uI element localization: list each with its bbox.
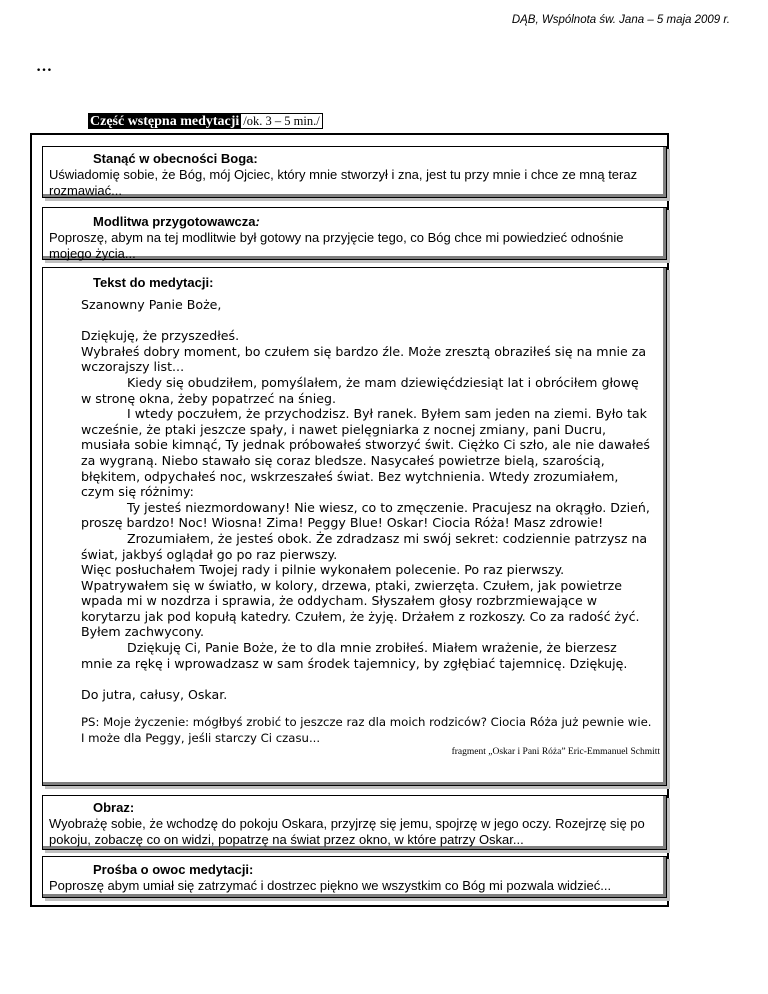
letter-greeting: Szanowny Panie Boże, [81, 297, 222, 312]
letter-paragraph: Dziękuję Ci, Panie Boże, że to dla mnie zrobiłeś. Miałem wrażenie, że bierzesz mnie za rękę i wprowadzasz w sam środek tajemnicy, by zgłębiać tajemnicę. Dziękuję. [81, 640, 628, 671]
fruit-heading: Prośba o owoc medytacji: [93, 862, 254, 877]
presence-box [42, 146, 667, 198]
prayer-box [42, 207, 667, 260]
image-text: Wyobrażę sobie, że wchodzę do pokoju Oskara, przyjrzę się jemu, spojrzę w jego oczy. Rozejrzę się po pokoju, zobaczę co on widzi, popatrzę na świat przez okno, w które patrzy Oskar... [49, 816, 645, 847]
prayer-heading-label: Modlitwa przygotowawcza [93, 214, 256, 229]
meditation-heading: Tekst do medytacji: [93, 275, 214, 290]
fruit-text: Poproszę abym umiał się zatrzymać i dostrzec piękno we wszystkim co Bóg mi pozwala widzieć... [49, 878, 612, 893]
presence-heading: Stanąć w obecności Boga: [93, 151, 258, 166]
ellipsis-mark: … [36, 58, 53, 75]
fruit-box [42, 856, 667, 898]
letter-postscript: PS: Moje życzenie: mógłbyś zrobić to jeszcze raz dla moich rodziców? Ciocia Róża już pewnie wie. I może dla Peggy, jeśli starczy Ci czasu... [81, 715, 652, 746]
document-header: DĄB, Wspólnota św. Jana – 5 maja 2009 r. [511, 14, 730, 26]
meditation-letter [43, 297, 666, 702]
letter-paragraph: Kiedy się obudziłem, pomyślałem, że mam dziewięćdziesiąt lat i obróciłem głowę w stronę okna, żeby popatrzeć na śnieg. [81, 374, 639, 406]
presence-text: Uświadomię sobie, że Bóg, mój Ojciec, który mnie stworzył i zna, jest tu przy mnie i chce ze mną teraz rozmawiać... [49, 167, 638, 198]
prayer-heading [43, 214, 666, 230]
image-heading: Obraz: [93, 800, 135, 815]
letter-paragraph: Więc posłuchałem Twojej rady i pilnie wykonałem polecenie. Po raz pierwszy. Wpatrywałem się w światło, w kolory, drzewa, ptaki, zwierzęta. Czułem, jak powietrze wpada mi w nozdrza i sprawia, że oddycham. Słyszałem głosy rozbrzmiewające w korytarzu jak pod kopułą katedry. Czułem, że żyję. Drżałem z rozkoszy. Co za radość żyć. Byłem zachwycony. [81, 562, 640, 640]
meditation-box [42, 267, 667, 786]
section-title-main: Część wstępna medytacji [90, 114, 240, 129]
image-box [42, 795, 667, 850]
letter-paragraph: Dziękuję, że przyszedłeś. Wybrałeś dobry moment, bo czułem się bardzo źle. Może zresztą obraziłeś się na mnie za wczorajszy list... [81, 328, 647, 375]
letter-paragraph: Zrozumiałem, że jesteś obok. Że zdradzasz mi swój sekret: codziennie patrzysz na świat, jakbyś oglądał go po raz pierwszy. [81, 530, 648, 562]
prayer-heading-colon: : [255, 214, 260, 229]
letter-paragraph: Ty jesteś niezmordowany! Nie wiesz, co to zmęczenie. Pracujesz na okrągło. Dzień, proszę bardzo! Noc! Wiosna! Zima! Peggy Blue! Oskar! Ciocia Róża! Masz zdrowie! [81, 499, 650, 531]
section-title-time: /ok. 3 – 5 min./ [241, 113, 322, 129]
source-citation: fragment „Oskar i Pani Róża” Eric-Emmanuel Schmitt [451, 747, 660, 758]
letter-closing: Do jutra, całusy, Oskar. [81, 686, 228, 702]
section-title [88, 114, 323, 130]
prayer-text: Poproszę, abym na tej modlitwie był gotowy na przyjęcie tego, co Bóg chce mi powiedzieć odnośnie mojego życia... [49, 230, 624, 261]
letter-paragraph: I wtedy poczułem, że przychodzisz. Był ranek. Byłem sam jeden na ziemi. Było tak wcześnie, że ptaki jeszcze spały, i nawet pielęgniarka z nocnej zmiany, pani Ducru, musiała sobie kimnąć, Ty jednak próbowałeś stworzyć świt. Ciężko Ci szło, ale nie dawałeś za wygraną. Niebo stawało się coraz bledsze. Nasycałeś powietrze bielą, szarością, błękitem, odpychałeś noc, wskrzeszałeś świat. Bez wytchnienia. Wtedy zrozumiałem, czym się różnimy: [81, 406, 650, 500]
